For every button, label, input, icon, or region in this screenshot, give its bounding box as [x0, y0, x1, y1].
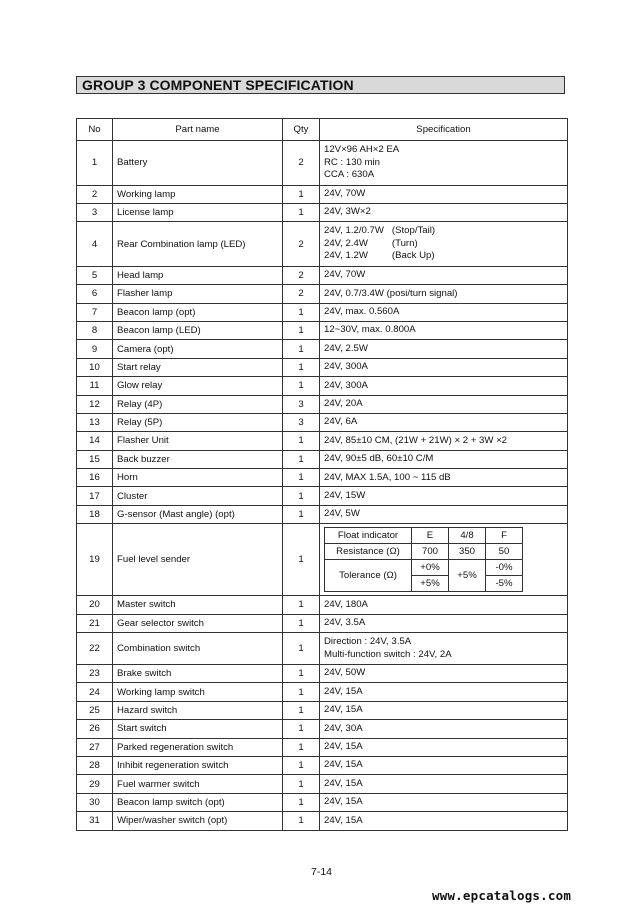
spec-line: 24V, 3.5A — [324, 617, 366, 629]
row-part-name: Combination switch — [113, 633, 283, 665]
fuel-tolerance-row-1 — [325, 560, 523, 576]
spec-line: 24V, MAX 1.5A, 100 ~ 115 dB — [324, 471, 451, 483]
row-part-name: Relay (4P) — [113, 395, 283, 413]
row-no: 4 — [77, 222, 113, 267]
row-spec — [320, 775, 568, 793]
row-no: 21 — [77, 614, 113, 632]
row-qty: 1 — [283, 720, 320, 738]
row-no: 19 — [77, 524, 113, 596]
fuel-resistance-half: 350 — [449, 544, 486, 560]
table-row — [77, 812, 568, 830]
table-row — [77, 701, 568, 719]
fuel-header-label: Float indicator — [325, 528, 412, 544]
row-spec — [320, 596, 568, 614]
row-qty: 1 — [283, 524, 320, 596]
row-no: 27 — [77, 738, 113, 756]
row-qty: 1 — [283, 596, 320, 614]
row-no: 5 — [77, 266, 113, 284]
table-row — [77, 633, 568, 665]
row-part-name: Cluster — [113, 487, 283, 505]
table-row — [77, 683, 568, 701]
row-qty: 2 — [283, 222, 320, 267]
row-part-name: Start switch — [113, 720, 283, 738]
table-row — [77, 321, 568, 339]
table-body-fuel — [77, 524, 568, 596]
row-qty: 1 — [283, 665, 320, 683]
spec-line: 24V, 15A — [324, 759, 363, 771]
row-no: 13 — [77, 413, 113, 431]
fuel-header-row — [325, 528, 523, 544]
row-spec — [320, 432, 568, 450]
row-spec — [320, 340, 568, 358]
row-part-name: Rear Combination lamp (LED) — [113, 222, 283, 267]
spec-line: Direction : 24V, 3.5A — [324, 636, 412, 648]
spec-line: 24V, 2.4W (Turn) — [324, 237, 418, 249]
table-row — [77, 738, 568, 756]
row-spec — [320, 812, 568, 830]
fuel-tolerance-e-upper: +0% — [412, 560, 449, 576]
row-part-name: Working lamp switch — [113, 683, 283, 701]
table-row — [77, 524, 568, 596]
fuel-resistance-row — [325, 544, 523, 560]
row-part-name: Battery — [113, 141, 283, 186]
row-spec — [320, 614, 568, 632]
row-no: 15 — [77, 450, 113, 468]
table-row — [77, 793, 568, 811]
spec-line: 24V, 3W×2 — [324, 206, 371, 218]
table-row — [77, 487, 568, 505]
row-no: 17 — [77, 487, 113, 505]
table-row — [77, 203, 568, 221]
table-row — [77, 358, 568, 376]
row-qty: 1 — [283, 738, 320, 756]
row-qty: 1 — [283, 683, 320, 701]
row-no: 8 — [77, 321, 113, 339]
table-row — [77, 141, 568, 186]
spec-line: 24V, 85±10 CM, (21W + 21W) × 2 + 3W ×2 — [324, 434, 508, 446]
component-spec-table — [76, 118, 568, 831]
spec-line: 24V, 20A — [324, 397, 363, 409]
row-spec — [320, 524, 568, 596]
row-part-name: Beacon lamp (LED) — [113, 321, 283, 339]
row-spec — [320, 738, 568, 756]
table-body-top — [77, 141, 568, 524]
table-row — [77, 185, 568, 203]
table-row — [77, 720, 568, 738]
row-part-name: Relay (5P) — [113, 413, 283, 431]
row-no: 22 — [77, 633, 113, 665]
row-no: 11 — [77, 377, 113, 395]
header-no: No — [77, 119, 113, 141]
spec-line: 24V, 15A — [324, 796, 363, 808]
row-qty: 1 — [283, 487, 320, 505]
table-row — [77, 614, 568, 632]
table-row — [77, 303, 568, 321]
row-part-name: License lamp — [113, 203, 283, 221]
row-no: 28 — [77, 756, 113, 774]
fuel-header-f: F — [486, 528, 523, 544]
spec-line: 24V, 1.2/0.7W (Stop/Tail) — [324, 225, 436, 237]
table-header-row — [77, 119, 568, 141]
row-qty: 1 — [283, 377, 320, 395]
spec-line: 24V, 70W — [324, 187, 366, 199]
row-part-name: Fuel warmer switch — [113, 775, 283, 793]
row-spec — [320, 756, 568, 774]
table-row — [77, 432, 568, 450]
row-part-name: G-sensor (Mast angle) (opt) — [113, 505, 283, 523]
row-qty: 1 — [283, 321, 320, 339]
row-spec — [320, 633, 568, 665]
row-no: 31 — [77, 812, 113, 830]
row-part-name: Flasher Unit — [113, 432, 283, 450]
row-qty: 1 — [283, 203, 320, 221]
table-row — [77, 266, 568, 284]
spec-line: CCA : 630A — [324, 169, 375, 180]
row-part-name: Brake switch — [113, 665, 283, 683]
row-part-name: Beacon lamp switch (opt) — [113, 793, 283, 811]
fuel-tolerance-label: Tolerance (Ω) — [325, 560, 412, 592]
spec-line: 24V, 50W — [324, 667, 366, 679]
row-spec — [320, 683, 568, 701]
spec-line: 24V, 70W — [324, 269, 366, 281]
row-part-name: Head lamp — [113, 266, 283, 284]
table-row — [77, 450, 568, 468]
spec-line: 24V, 30A — [324, 722, 363, 734]
row-spec — [320, 285, 568, 303]
row-part-name: Beacon lamp (opt) — [113, 303, 283, 321]
fuel-sender-table — [324, 527, 523, 592]
row-no: 25 — [77, 701, 113, 719]
row-qty: 1 — [283, 701, 320, 719]
fuel-resistance-e: 700 — [412, 544, 449, 560]
row-part-name: Parked regeneration switch — [113, 738, 283, 756]
watermark-url: www.epcatalogs.com — [432, 888, 572, 903]
fuel-tolerance-e-lower: +5% — [412, 576, 449, 592]
row-spec — [320, 377, 568, 395]
row-part-name: Start relay — [113, 358, 283, 376]
fuel-tolerance-f-upper: -0% — [486, 560, 523, 576]
row-qty: 1 — [283, 303, 320, 321]
row-no: 16 — [77, 469, 113, 487]
row-spec — [320, 321, 568, 339]
spec-line: 24V, 15A — [324, 741, 363, 753]
row-qty: 1 — [283, 505, 320, 523]
table-row — [77, 285, 568, 303]
table-body-bottom — [77, 596, 568, 830]
row-qty: 1 — [283, 432, 320, 450]
row-qty: 1 — [283, 793, 320, 811]
row-spec — [320, 185, 568, 203]
spec-line: 24V, 1.2W (Back Up) — [324, 250, 435, 262]
table-row — [77, 775, 568, 793]
spec-line: 24V, 15A — [324, 685, 363, 697]
fuel-header-e: E — [412, 528, 449, 544]
row-no: 10 — [77, 358, 113, 376]
row-no: 2 — [77, 185, 113, 203]
row-part-name: Master switch — [113, 596, 283, 614]
row-qty: 1 — [283, 358, 320, 376]
row-no: 30 — [77, 793, 113, 811]
row-part-name: Wiper/washer switch (opt) — [113, 812, 283, 830]
row-part-name: Glow relay — [113, 377, 283, 395]
row-spec — [320, 505, 568, 523]
spec-line: Multi-function switch : 24V, 2A — [324, 648, 452, 660]
table-row — [77, 665, 568, 683]
row-spec — [320, 469, 568, 487]
row-no: 9 — [77, 340, 113, 358]
spec-line: 24V, 0.7/3.4W (posi/turn signal) — [324, 287, 458, 299]
row-no: 23 — [77, 665, 113, 683]
row-no: 1 — [77, 141, 113, 186]
row-part-name: Camera (opt) — [113, 340, 283, 358]
row-no: 29 — [77, 775, 113, 793]
row-qty: 1 — [283, 340, 320, 358]
table-row — [77, 756, 568, 774]
page-number: 7-14 — [310, 866, 332, 878]
spec-line: 12~30V, max. 0.800A — [324, 324, 416, 336]
row-qty: 3 — [283, 395, 320, 413]
row-part-name: Inhibit regeneration switch — [113, 756, 283, 774]
row-part-name: Working lamp — [113, 185, 283, 203]
row-no: 18 — [77, 505, 113, 523]
row-spec — [320, 665, 568, 683]
row-spec — [320, 395, 568, 413]
row-part-name: Horn — [113, 469, 283, 487]
spec-line: 24V, 300A — [324, 379, 368, 391]
row-no: 12 — [77, 395, 113, 413]
fuel-resistance-f: 50 — [486, 544, 523, 560]
row-no: 6 — [77, 285, 113, 303]
header-part-name: Part name — [113, 119, 283, 141]
table-row — [77, 596, 568, 614]
row-no: 14 — [77, 432, 113, 450]
table-row — [77, 505, 568, 523]
row-qty: 3 — [283, 413, 320, 431]
header-qty: Qty — [283, 119, 320, 141]
spec-line: 12V×96 AH×2 EA — [324, 144, 400, 155]
fuel-resistance-label: Resistance (Ω) — [325, 544, 412, 560]
row-no: 3 — [77, 203, 113, 221]
row-part-name: Hazard switch — [113, 701, 283, 719]
row-spec — [320, 720, 568, 738]
row-no: 7 — [77, 303, 113, 321]
row-qty: 2 — [283, 266, 320, 284]
row-spec — [320, 203, 568, 221]
header-specification: Specification — [320, 119, 568, 141]
row-spec — [320, 266, 568, 284]
row-spec — [320, 303, 568, 321]
row-spec — [320, 358, 568, 376]
fuel-tolerance-f-lower: -5% — [486, 576, 523, 592]
row-no: 26 — [77, 720, 113, 738]
row-qty: 1 — [283, 614, 320, 632]
table-row — [77, 413, 568, 431]
row-qty: 1 — [283, 469, 320, 487]
spec-line: 24V, 300A — [324, 361, 368, 373]
fuel-header-half: 4/8 — [449, 528, 486, 544]
row-spec — [320, 222, 568, 267]
row-qty: 2 — [283, 141, 320, 186]
row-qty: 1 — [283, 775, 320, 793]
table-row — [77, 469, 568, 487]
spec-line: 24V, 2.5W — [324, 342, 368, 354]
row-spec — [320, 450, 568, 468]
row-part-name: Flasher lamp — [113, 285, 283, 303]
spec-line: 24V, 15A — [324, 777, 363, 789]
row-spec — [320, 487, 568, 505]
row-qty: 1 — [283, 812, 320, 830]
table-row — [77, 377, 568, 395]
row-no: 24 — [77, 683, 113, 701]
fuel-tolerance-half: +5% — [449, 560, 486, 592]
spec-line: 24V, 180A — [324, 598, 368, 610]
spec-line: 24V, 15A — [324, 814, 363, 826]
row-spec — [320, 793, 568, 811]
row-spec — [320, 701, 568, 719]
spec-line: 24V, 6A — [324, 416, 358, 428]
row-qty: 1 — [283, 450, 320, 468]
row-qty: 1 — [283, 633, 320, 665]
table-row — [77, 340, 568, 358]
row-qty: 2 — [283, 285, 320, 303]
table-row — [77, 222, 568, 267]
row-part-name: Back buzzer — [113, 450, 283, 468]
spec-line: 24V, max. 0.560A — [324, 306, 400, 317]
spec-line: 24V, 15W — [324, 489, 366, 501]
row-qty: 1 — [283, 756, 320, 774]
row-qty: 1 — [283, 185, 320, 203]
spec-line: RC : 130 min — [324, 156, 380, 168]
section-title: GROUP 3 COMPONENT SPECIFICATION — [76, 76, 565, 94]
spec-line: 24V, 5W — [324, 508, 360, 520]
spec-line: 24V, 90±5 dB, 60±10 C/M — [324, 453, 434, 465]
spec-line: 24V, 15A — [324, 704, 363, 716]
row-spec — [320, 413, 568, 431]
row-spec — [320, 141, 568, 186]
table-row — [77, 395, 568, 413]
row-part-name: Fuel level sender — [113, 524, 283, 596]
row-no: 20 — [77, 596, 113, 614]
row-part-name: Gear selector switch — [113, 614, 283, 632]
